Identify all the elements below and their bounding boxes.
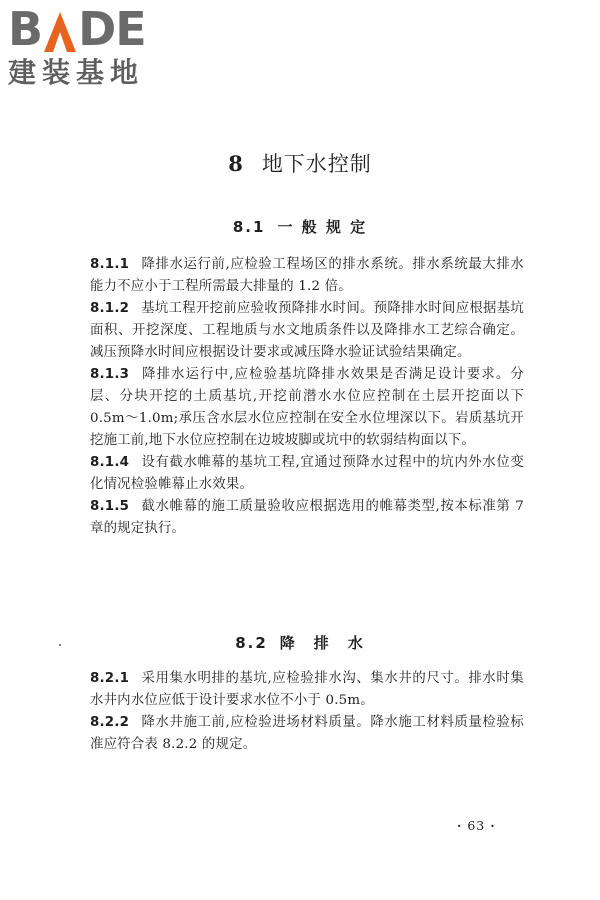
bullet-icon: · [457,818,463,833]
chapter-heading: 地下水控制 [261,152,372,176]
clause-8-1-2 [90,298,524,364]
section-number: 8.2 [235,634,268,652]
clause-8-2-1 [90,668,524,712]
clause-text: 截水帷幕的施工质量验收应根据选用的帷幕类型,按本标准第 7 章的规定执行。 [90,499,524,536]
bullet-icon: · [490,818,496,833]
clause-text: 采用集水明排的基坑,应检验排水沟、集水井的尺寸。排水时集水井内水位应低于设计要求水位不小于 0.5m。 [90,671,524,708]
clause-text: 降排水运行中,应检验基坑降排水效果是否满足设计要求。分层、分块开挖的土质基坑,开挖前潜水水位应控制在土层开挖面以下 0.5m～1.0m;承压含水层水位应控制在安全水位埋深以下。岩质基坑开挖施工前,地下水位应控制在边坡坡脚或坑中的软弱结构面以下。 [90,367,524,448]
clause-number: 8.1.4 [90,455,130,470]
logo-letter-b: B [8,2,43,56]
clause-8-1-3 [90,364,524,452]
section-number: 8.1 [232,218,266,236]
clause-number: 8.2.1 [90,671,130,686]
clause-8-1-1 [90,254,524,298]
section-title: 一 般 规 定 [277,218,368,236]
section-8-2-body [90,668,524,756]
clause-number: 8.1.2 [90,301,130,316]
clause-8-1-4 [90,452,524,496]
clause-number: 8.1.3 [90,367,130,382]
logo [8,4,178,90]
clause-text: 降水井施工前,应检验进场材料质量。降水施工材料质量检验标准应符合表 8.2.2 的规定。 [90,715,524,752]
logo-letters-de: DE [78,2,146,56]
clause-text: 设有截水帷幕的基坑工程,宜通过预降水过程中的坑内外水位变化情况检验帷幕止水效果。 [90,455,524,492]
clause-text: 降排水运行前,应检验工程场区的排水系统。排水系统最大排水能力不应小于工程所需最大排量的 1.2 倍。 [90,257,524,294]
section-heading-8-2 [0,632,600,653]
logo-wordmark [8,4,178,54]
clause-text: 基坑工程开挖前应验收预降排水时间。预降排水时间应根据基坑面积、开挖深度、工程地质与水文地质条件以及降排水工艺综合确定。减压预降水时间应根据设计要求或减压降水验证试验结果确定。 [90,301,524,360]
logo-triangle-a-icon [43,10,77,54]
chapter-number: 8 [228,151,244,176]
page-number [452,818,501,833]
clause-number: 8.2.2 [90,715,130,730]
clause-number: 8.1.1 [90,257,130,272]
clause-number: 8.1.5 [90,499,130,514]
section-title: 降 排 水 [279,634,365,652]
section-8-1-body [90,254,524,540]
clause-8-2-2 [90,712,524,756]
chapter-title [0,148,600,178]
clause-8-1-5 [90,496,524,540]
page-number-value: 63 [467,818,486,833]
logo-subtitle: 建装基地 [8,56,145,89]
section-heading-8-1 [0,216,600,237]
